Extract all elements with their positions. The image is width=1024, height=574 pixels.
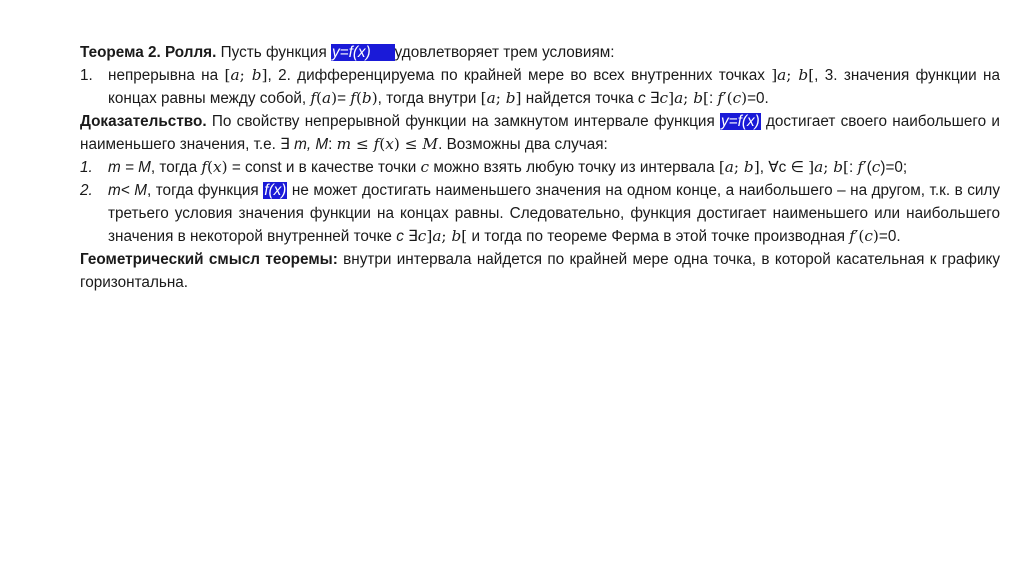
cond-text-5: , тогда внутри <box>377 90 481 107</box>
f-of-b: 𝑓(𝑏) <box>350 89 378 107</box>
case-list-item <box>80 156 1000 179</box>
inequality: 𝑚 ≤ 𝑓(𝑥) ≤ 𝑀 <box>336 135 439 153</box>
point-c: 𝑐 <box>871 158 881 176</box>
proof-text-3: : <box>328 136 337 153</box>
function-highlight: y=f(x) <box>331 44 395 61</box>
case1-text-2: = const и в качестве точки <box>227 159 421 176</box>
cond-text-2: , 2. дифференцируема по крайней мере во всех внутренних точках <box>267 67 772 84</box>
geometry-text: внутри интервала найдется по крайней мере одна точка, в которой касательная к графику горизонтальна. <box>80 251 1001 291</box>
case-number: 1. <box>80 159 93 176</box>
closed-interval: [𝑎; 𝑏] <box>480 89 522 107</box>
condition-list-item <box>80 64 1000 110</box>
open-interval: ]𝑎; 𝑏[ <box>771 66 815 84</box>
theorem-paragraph <box>80 41 1000 64</box>
proof-paragraph <box>80 110 1000 156</box>
case2-text-4: и тогда по теореме Ферма в этой точке производная <box>467 228 850 245</box>
slide-content <box>80 41 1000 294</box>
point-c: 𝑐 <box>420 158 430 176</box>
cond-text-3: , 3. значения функции на концах равны между собой, <box>108 67 1000 107</box>
case-text <box>108 156 1000 179</box>
exists-symbol: ∃ <box>403 228 418 245</box>
closed-interval: [𝑎; 𝑏] <box>224 66 268 84</box>
c-in-interval: 𝑐]𝑎; 𝑏[ <box>659 89 709 107</box>
case2-text-5: =0. <box>878 228 901 245</box>
m-equals-M: m = M <box>108 159 151 176</box>
cond-text-9: =0. <box>747 90 769 107</box>
point-c: c <box>637 90 646 107</box>
cond-text-1: непрерывна на <box>108 67 225 84</box>
cond-text-6: найдется точка <box>521 90 638 107</box>
f-of-a: 𝑓(𝑎) <box>310 89 338 107</box>
function-highlight: f(x) <box>264 182 287 199</box>
theorem-intro-b: удовлетворяет трем условиям: <box>394 44 615 61</box>
paren-open: ( <box>866 159 872 176</box>
proof-text-2: достигает своего наибольшего и наименьшего значения, т.е. ∃ <box>80 113 1000 153</box>
m-M: m, M <box>294 136 329 153</box>
cond-text-4: = <box>337 90 351 107</box>
condition-text <box>108 64 1000 110</box>
case-text <box>108 179 1000 248</box>
f-prime: 𝑓′ <box>857 158 867 176</box>
condition-number: 1. <box>80 67 93 84</box>
derivative-at-c: 𝑓′(𝑐) <box>849 227 879 245</box>
exists-symbol: ∃ <box>645 90 660 107</box>
point-c: c <box>396 228 404 245</box>
case-list-item <box>80 179 1000 248</box>
c-in-interval: 𝑐]𝑎; 𝑏[ <box>417 227 468 245</box>
proof-text-4: . Возможны два случая: <box>438 136 608 153</box>
theorem-title: Теорема 2. Ролля. <box>80 44 217 61</box>
proof-title: Доказательство. <box>80 113 207 130</box>
geometry-paragraph <box>80 248 1000 294</box>
derivative-at-c: 𝑓′(𝑐) <box>717 89 748 107</box>
proof-text-1: По свойству непрерывной функции на замкнутом интервале функция <box>206 113 721 130</box>
f-of-x: 𝑓(𝑥) <box>201 158 228 176</box>
case2-text-2: не может достигать наименьшего значения на одном конце, а наибольшего – на другом, т.к. в силу третьего условия значения функции на концах равны. Следовательно, функция достигает наименьшего или наибольшего значения в некоторой внутренней точке <box>108 182 1001 245</box>
m-less-M: m< M <box>108 182 147 199</box>
case1-text-1: , тогда <box>150 159 202 176</box>
theorem-intro-a: Пусть функция <box>216 44 331 61</box>
closed-interval: [𝑎; 𝑏] <box>718 158 760 176</box>
case2-text-1: , тогда функция <box>146 182 264 199</box>
case1-text-5: : <box>849 159 858 176</box>
case1-text-7: )=0; <box>880 159 908 176</box>
for-all-c: , ∀c ∈ <box>759 159 809 176</box>
open-interval: ]𝑎; 𝑏[ <box>808 158 850 176</box>
case1-text-3: можно взять любую точку из интервала <box>429 159 719 176</box>
cond-text-8: : <box>708 90 718 107</box>
geometry-title: Геометрический смысл теоремы: <box>80 251 338 268</box>
case-number: 2. <box>80 182 93 199</box>
function-highlight: y=f(x) <box>721 113 760 130</box>
